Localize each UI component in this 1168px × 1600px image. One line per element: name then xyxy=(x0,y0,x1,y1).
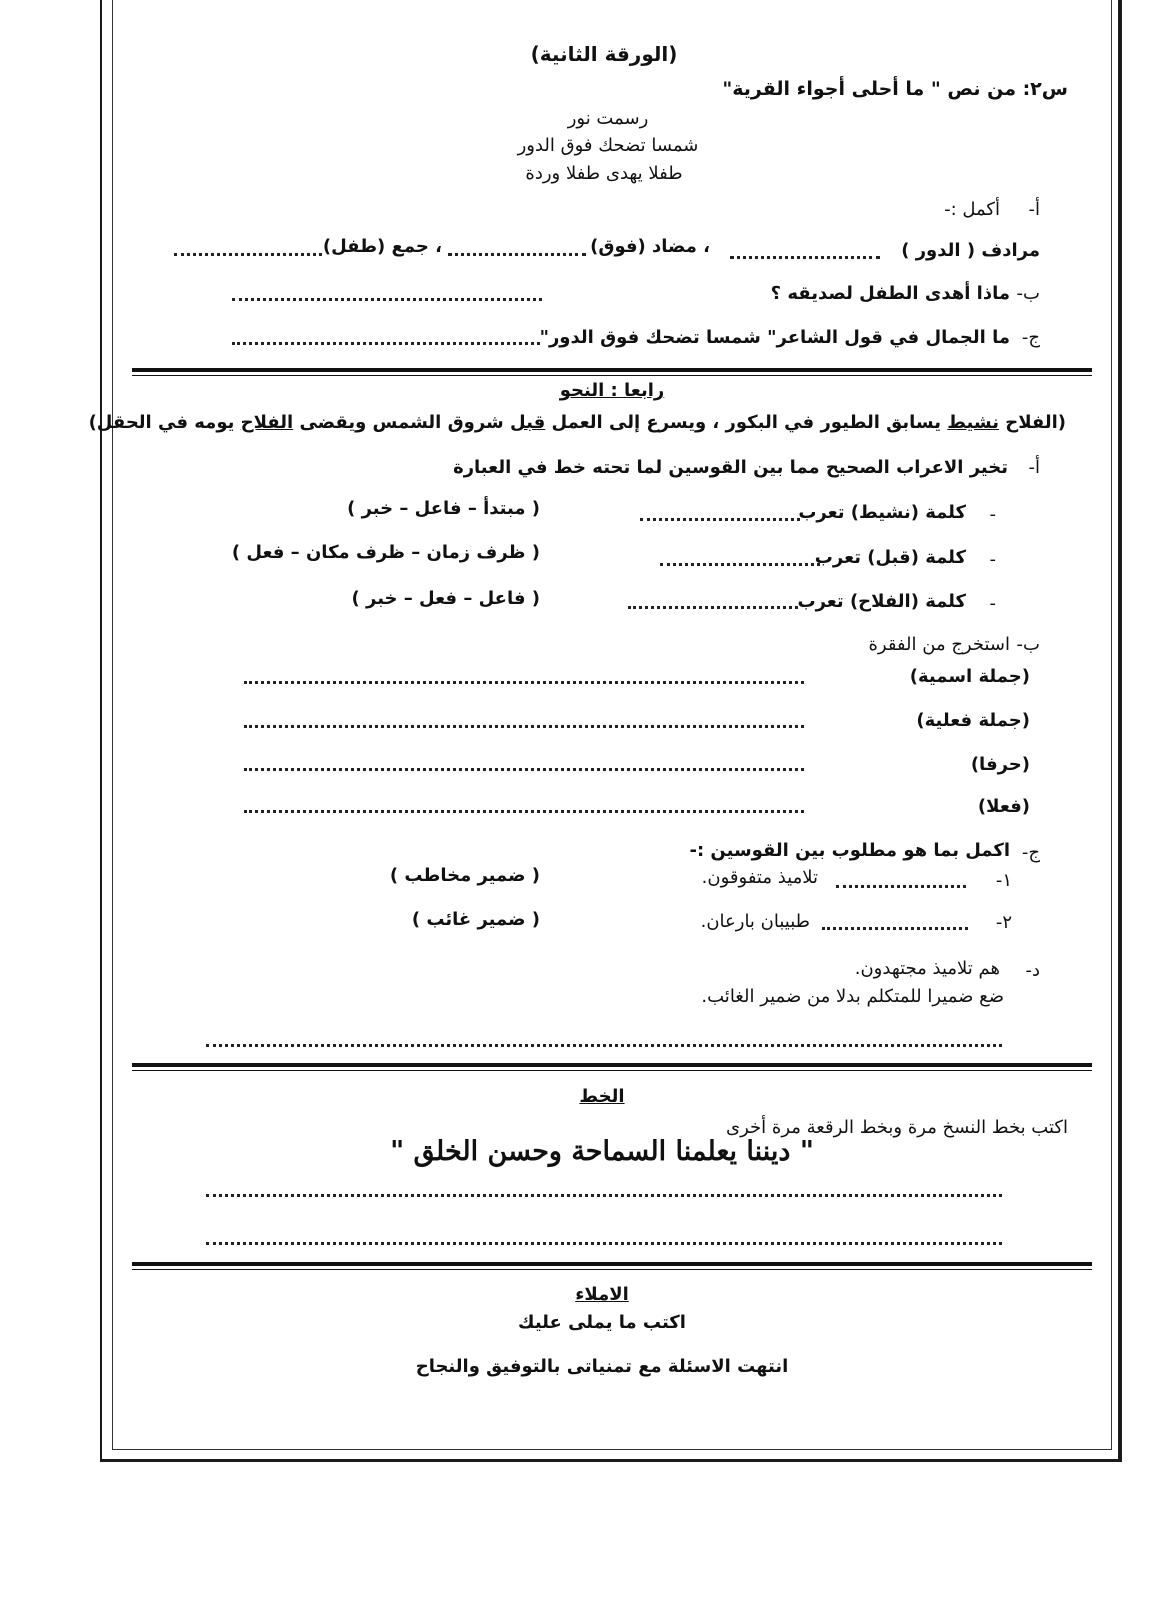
parse-item-1-answer-line[interactable] xyxy=(640,518,800,521)
page-title: (الورقة الثانية) xyxy=(530,42,678,66)
antonym-answer-line[interactable] xyxy=(448,253,586,256)
q2-b-label: ب- xyxy=(1016,283,1040,304)
grammar-heading: رابعا : النحو xyxy=(559,380,665,401)
parse-item-3-label: كلمة (الفلاح) تعرب xyxy=(797,591,966,612)
complete-item-1-number: ١- xyxy=(995,870,1012,891)
grammar-c-instruction: اكمل بما هو مطلوب بين القوسين :- xyxy=(689,840,1010,861)
parse-item-2-answer-line[interactable] xyxy=(660,563,820,566)
handwriting-heading: الخط xyxy=(579,1086,625,1107)
complete-item-2-answer-line[interactable] xyxy=(822,927,968,930)
grammar-passage xyxy=(89,414,1066,432)
passage-part: يسابق الطيور في البكور ، ويسرع إلى العمل xyxy=(545,412,948,433)
q2-c-question: ما الجمال في قول الشاعر" شمسا تضحك فوق الدور" xyxy=(539,327,1010,348)
parse-item-3-answer-line[interactable] xyxy=(628,606,798,609)
item-dash: - xyxy=(989,593,996,614)
underlined-word-nasheet: نشيط xyxy=(947,412,999,433)
grammar-c-label: ج- xyxy=(1021,842,1040,863)
complete-item-1-text: تلاميذ متفوقون. xyxy=(701,867,818,888)
passage-part: يومه في الحقل) xyxy=(88,412,241,433)
complete-item-2-number: ٢- xyxy=(995,912,1012,933)
q2-a-label: أ- xyxy=(1028,199,1040,220)
handwriting-instruction: اكتب بخط النسخ مرة وبخط الرقعة مرة أخرى xyxy=(726,1117,1068,1138)
grammar-b-instruction: استخرج من الفقرة xyxy=(868,634,1010,655)
extract-verbal-sentence: (جملة فعلية) xyxy=(916,710,1030,731)
q2-b-question: ماذا أهدى الطفل لصديقه ؟ xyxy=(770,283,1010,304)
handwriting-naskh-line[interactable] xyxy=(206,1194,1002,1197)
grammar-a-label: أ- xyxy=(1028,457,1040,478)
passage-part: (الفلاح xyxy=(998,412,1066,433)
grammar-a-instruction: تخير الاعراب الصحيح مما بين القوسين لما تحته خط في العبارة xyxy=(453,457,1008,478)
handwriting-ruqaa-line[interactable] xyxy=(206,1242,1002,1245)
dictation-instruction: اكتب ما يملى عليك xyxy=(518,1312,686,1333)
extract-verb: (فعلا) xyxy=(977,796,1030,817)
closing-remark: انتهت الاسئلة مع تمنياتى بالتوفيق والنجاح xyxy=(415,1356,789,1377)
parse-item-3-options: ( فاعل – فعل – خبر ) xyxy=(351,588,540,609)
extract-particle-answer-line[interactable] xyxy=(244,768,804,771)
passage-part: شروق الشمس ويقضى xyxy=(293,412,511,433)
grammar-d-sentence: هم تلاميذ مجتهدون. xyxy=(854,958,1000,979)
q2-c-answer-line[interactable] xyxy=(232,342,540,345)
grammar-d-label: د- xyxy=(1025,960,1040,981)
extract-verbal-answer-line[interactable] xyxy=(244,725,804,728)
grammar-b-label: ب- xyxy=(1016,634,1040,655)
extract-particle: (حرفا) xyxy=(970,754,1030,775)
parse-item-1-label: كلمة (نشيط) تعرب xyxy=(798,502,966,523)
extract-nominal-sentence: (جملة اسمية) xyxy=(909,666,1030,687)
extract-verb-answer-line[interactable] xyxy=(244,810,804,813)
synonym-answer-line[interactable] xyxy=(730,256,880,259)
underlined-word-qabl: قبل xyxy=(510,412,546,433)
parse-item-2-label: كلمة (قبل) تعرب xyxy=(814,547,966,568)
q2-b-answer-line[interactable] xyxy=(232,298,542,301)
grammar-d-instruction: ضع ضميرا للمتكلم بدلا من ضمير الغائب. xyxy=(701,986,1004,1007)
q2-synonym-prompt: مرادف ( الدور ) xyxy=(901,240,1040,261)
item-dash: - xyxy=(989,504,996,525)
complete-item-1-hint: ( ضمير مخاطب ) xyxy=(389,865,540,886)
complete-item-1-answer-line[interactable] xyxy=(836,885,966,888)
poem-line-3: طفلا يهدى طفلا وردة xyxy=(525,163,683,184)
underlined-word-alfallah: الفلاح xyxy=(240,412,294,433)
complete-item-2-text: طبيبان بارعان. xyxy=(700,911,810,932)
handwriting-phrase: " ديننا يعلمنا السماحة وحسن الخلق " xyxy=(390,1136,814,1167)
q2-antonym-prompt: ، مضاد (فوق) xyxy=(590,236,710,257)
q2-c-label: ج- xyxy=(1021,327,1040,348)
extract-nominal-answer-line[interactable] xyxy=(244,681,804,684)
q2-plural-prompt: ، جمع (طفل) xyxy=(322,236,442,257)
complete-item-2-hint: ( ضمير غائب ) xyxy=(411,909,540,930)
parse-item-2-options: ( ظرف زمان – ظرف مكان – فعل ) xyxy=(231,542,540,563)
parse-item-1-options: ( مبتدأ – فاعل – خبر ) xyxy=(347,498,540,519)
item-dash: - xyxy=(989,549,996,570)
grammar-d-answer-line[interactable] xyxy=(206,1044,1002,1047)
poem-line-1: رسمت نور xyxy=(567,108,649,129)
dictation-heading: الاملاء xyxy=(575,1284,629,1305)
q2-heading: س٢: من نص " ما أحلى أجواء القرية" xyxy=(722,78,1068,100)
poem-line-2: شمسا تضحك فوق الدور xyxy=(517,135,699,156)
plural-answer-line[interactable] xyxy=(174,253,322,256)
q2-a-text: أكمل :- xyxy=(944,199,1000,220)
